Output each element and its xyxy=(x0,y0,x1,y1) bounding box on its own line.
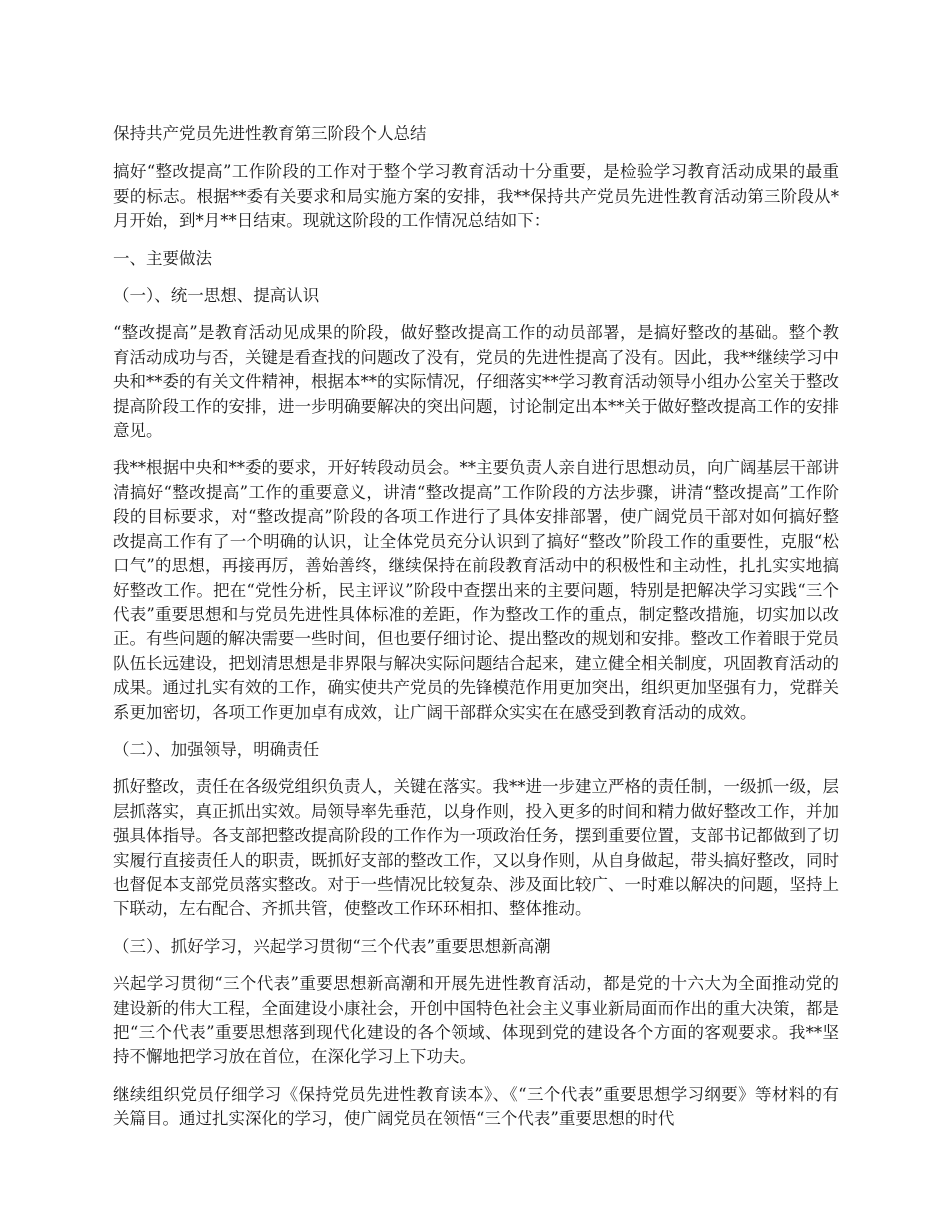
paragraph-5: 继续组织党员仔细学习《保持党员先进性教育读本》、《“三个代表”重要思想学习纲要》等材料的有关篇目。通过扎实深化的学习，使广阔党员在领悟“三个代表”重要思想的时代 xyxy=(113,1084,839,1129)
subsection-heading-3: （三）、抓好学习，兴起学习贯彻“三个代表”重要思想新高潮 xyxy=(113,936,551,956)
subsection-heading-1: （一）、统一思想、提高认识 xyxy=(113,286,320,306)
document-title: 保持共产党员先进性教育第三阶段个人总结 xyxy=(113,124,427,143)
section-heading-main-practices: 一、主要做法 xyxy=(113,248,212,268)
paragraph-3: 抓好整改，责任在各级党组织负责人，关键在落实。我**进一步建立严格的责任制，一级抓一级，层层抓落实，真正抓出实效。局领导率先垂范，以身作则，投入更多的时间和精力做好整改工作，并加强具体指导。各支部把整改提高阶段的工作作为一项政治任务，摆到重要位置，支部书记都做到了切实履行直接责任人的职责，既抓好支部的整改工作，又以身作则，从自身做起，带头搞好整改，同时也督促本支部党员落实整改。对于一些情况比较复杂、涉及面比较广、一时难以解决的问题，坚持上下联动，左右配合、齐抓共管，使整改工作环环相扣、整体推动。 xyxy=(113,777,839,919)
paragraph-1: “整改提高”是教育活动见成果的阶段，做好整改提高工作的动员部署，是搞好整改的基础。整个教育活动成功与否，关键是看查找的问题改了没有，党员的先进性提高了没有。因此，我**继续学习中央和**委的有关文件精神，根据本**的实际情况，仔细落实**学习教育活动领导小组办公室关于整改提高阶段工作的安排，进一步明确要解决的突出问题，讨论制定出本**关于做好整改提高工作的安排意见。 xyxy=(113,323,839,441)
subsection-heading-2: （二）、加强领导，明确责任 xyxy=(113,739,320,759)
paragraph-intro: 搞好“整改提高”工作阶段的工作对于整个学习教育活动十分重要，是检验学习教育活动成果的最重要的标志。根据**委有关要求和局实施方案的安排，我**保持共产党员先进性教育活动第三阶段从*月开始，到*月**日结束。现就这阶段的工作情况总结如下： xyxy=(113,162,839,231)
paragraph-2: 我**根据中央和**委的要求，开好转段动员会。**主要负责人亲自进行思想动员，向广阔基层干部讲清搞好“整改提高”工作的重要意义，讲清“整改提高”工作阶段的方法步骤，讲清“整改提高”工作阶段的目标要求，对“整改提高”阶段的各项工作进行了具体安排部署，使广阔党员干部对如何搞好整改提高工作有了一个明确的认识，让全体党员充分认识到了搞好“整改”阶段工作的重要性，克服“松口气”的思想，再接再厉，善始善终，继续保持在前段教育活动中的积极性和主动性，扎扎实实地搞好整改工作。把在“党性分析，民主评议”阶段中查摆出来的主要问题，特别是把解决学习实践“三个代表”重要思想和与党员先进性具体标准的差距，作为整改工作的重点，制定整改措施，切实加以改正。有些问题的解决需要一些时间，但也要仔细讨论、提出整改的规划和安排。整改工作着眼于党员队伍长远建设，把划清思想是非界限与解决实际问题结合起来，建立健全相关制度，巩固教育活动的成果。通过扎实有效的工作，确实使共产党员的先锋模范作用更加突出，组织更加坚强有力，党群关系更加密切，各项工作更加卓有成效，让广阔干部群众实实在在感受到教育活动的成效。 xyxy=(113,458,839,722)
document-page xyxy=(113,122,839,1145)
paragraph-4: 兴起学习贯彻“三个代表”重要思想新高潮和开展先进性教育活动，都是党的十六大为全面推动党的建设新的伟大工程，全面建设小康社会，开创中国特色社会主义事业新局面而作出的重大决策，都是把“三个代表”重要思想落到现代化建设的各个领域、体现到党的建设各个方面的客观要求。我**坚持不懈地把学习放在首位，在深化学习上下功夫。 xyxy=(113,974,839,1067)
